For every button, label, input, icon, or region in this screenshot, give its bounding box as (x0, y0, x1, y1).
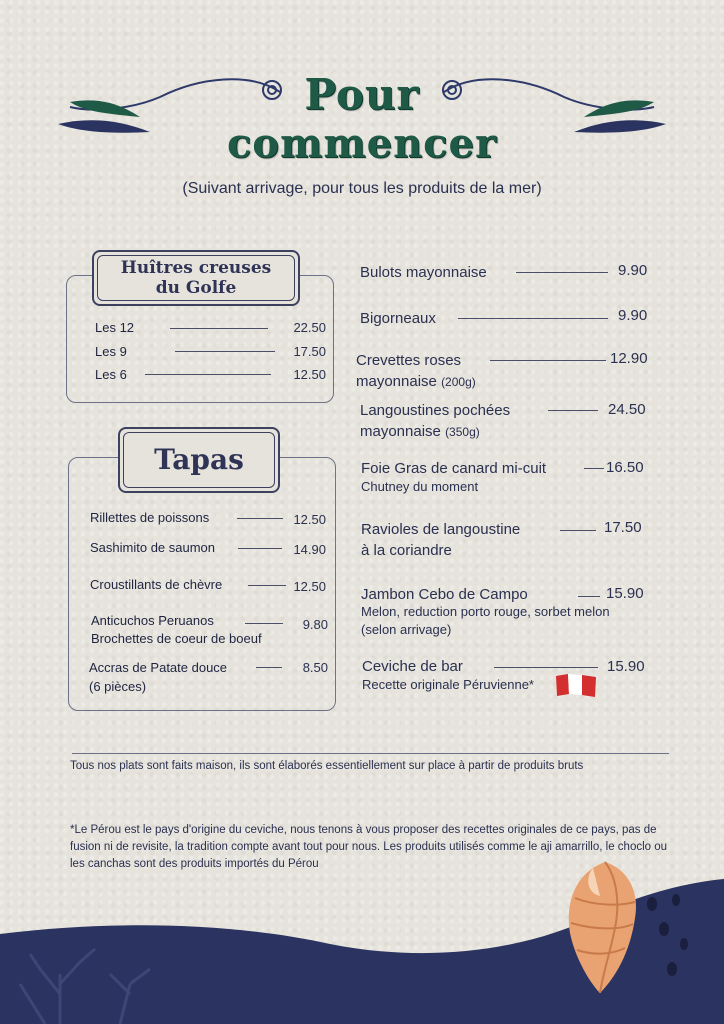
menu-item-name: Langoustines pochées (360, 402, 511, 419)
menu-item-desc: Melon, reduction porto rouge, sorbet melon (361, 604, 610, 619)
tapas-item-name: Accras de Patate douce (89, 660, 228, 675)
dotted-leader (578, 596, 600, 597)
menu-item-line2-text: mayonnaise (360, 423, 441, 440)
dotted-leader (145, 374, 271, 375)
dotted-leader (490, 360, 606, 361)
menu-item-name: Foie Gras de canard mi-cuit (361, 460, 547, 477)
oysters-heading-line2: du Golfe (155, 278, 237, 298)
tapas-item-name: Croustillants de chèvre (90, 577, 223, 592)
menu-item-price: 15.90 (606, 585, 644, 602)
footer-note-2: *Le Pérou est le pays d'origine du ceviche, nous tenons à vous proposer des recettes originales de ce pays, pas de fusion ni de revisite, la tradition compte avant tout pour nous. Les produits utilisés comme le aji amarrillo, le choclo ou les canchas sont des produits importés du Pérou (70, 824, 668, 870)
dotted-leader (170, 328, 268, 329)
tapas-item-price: 9.80 (302, 617, 328, 632)
tapas-item-name: Rillettes de poissons (90, 510, 210, 525)
seashell-icon (545, 858, 655, 998)
menu-item-desc2: (selon arrivage) (361, 622, 452, 637)
oyster-price: 12.50 (293, 367, 326, 382)
menu-item-line2 (356, 371, 476, 393)
menu-item-qty: (200g) (441, 375, 476, 389)
oyster-name: Les 9 (95, 344, 127, 359)
dotted-leader (175, 351, 275, 352)
menu-item-name: Bulots mayonnaise (360, 264, 487, 281)
menu-item-qty: (350g) (445, 425, 480, 439)
oyster-name: Les 6 (95, 367, 127, 382)
menu-item-name: Bigorneaux (360, 310, 436, 327)
title-line1: Pour (304, 70, 420, 119)
menu-item-price: 17.50 (604, 519, 642, 536)
tapas-item-desc: Brochettes de coeur de boeuf (91, 631, 262, 646)
oyster-name: Les 12 (95, 320, 135, 335)
dotted-leader (516, 272, 608, 273)
menu-item-line2-text: mayonnaise (356, 373, 437, 390)
oysters-heading-line1: Huîtres creuses (120, 258, 272, 278)
dotted-leader (458, 318, 608, 319)
menu-item-price: 24.50 (608, 401, 646, 418)
oysters-heading (92, 250, 300, 306)
tapas-item-price: 8.50 (302, 660, 328, 675)
menu-item-name: Jambon Cebo de Campo (361, 586, 528, 603)
footer-note-1: Tous nos plats sont faits maison, ils sont élaborés essentiellement sur place à partir de produits bruts (70, 760, 584, 772)
tapas-heading (118, 427, 280, 493)
dotted-leader (560, 530, 596, 531)
subtitle: (Suivant arrivage, pour tous les produits de la mer) (182, 180, 542, 197)
menu-item-line2 (360, 421, 480, 443)
menu-item-price: 9.90 (618, 262, 648, 279)
dotted-leader (584, 468, 604, 469)
menu-item-price: 9.90 (618, 307, 648, 324)
menu-item-name: Crevettes roses (356, 352, 462, 369)
tapas-item-desc: (6 pièces) (89, 679, 147, 694)
oyster-price: 22.50 (293, 320, 326, 335)
menu-item-price: 15.90 (607, 658, 645, 675)
dotted-leader (548, 410, 598, 411)
dotted-leader (494, 667, 598, 668)
tapas-item-price: 12.50 (293, 579, 326, 594)
menu-item-line2: à la coriandre (361, 542, 452, 559)
menu-item-desc: Recette originale Péruvienne* (362, 677, 534, 692)
menu-item-name: Ceviche de bar (362, 658, 463, 675)
tapas-item-name: Anticuchos Peruanos (91, 613, 214, 628)
footer-divider (72, 753, 669, 754)
menu-item-price: 12.90 (610, 350, 648, 367)
menu-item-price: 16.50 (606, 459, 644, 476)
tapas-item-price: 12.50 (293, 512, 326, 527)
title-line2: commencer (226, 120, 498, 167)
tapas-item-price: 14.90 (293, 542, 326, 557)
tapas-item-name: Sashimito de saumon (90, 540, 216, 555)
menu-item-name: Ravioles de langoustine (361, 521, 521, 538)
oyster-price: 17.50 (293, 344, 326, 359)
peru-flag-icon (554, 672, 598, 698)
tapas-heading-text: Tapas (154, 443, 244, 476)
menu-item-desc: Chutney du moment (361, 479, 479, 494)
